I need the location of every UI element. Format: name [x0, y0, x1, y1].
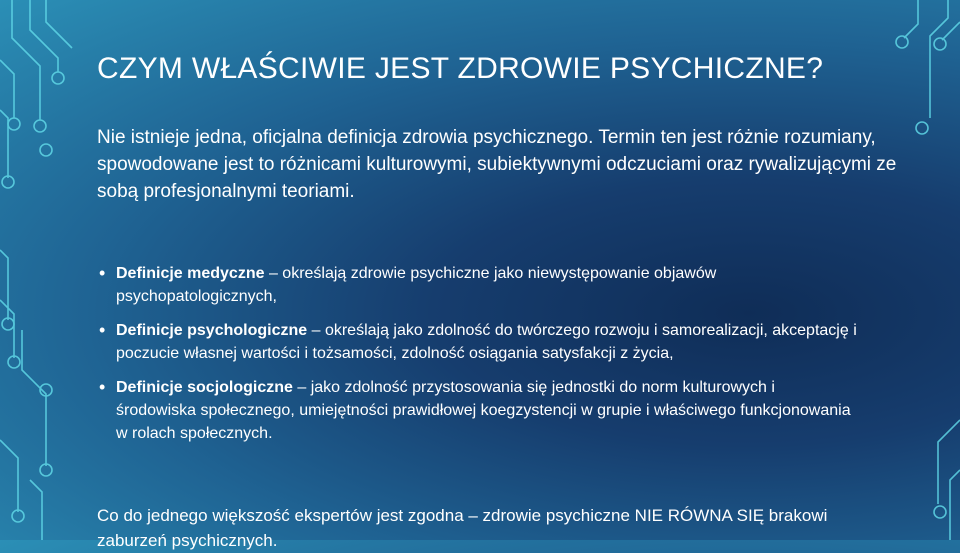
bullet-text: – określają zdrowie psychiczne jako niewystępowanie objawów psychopatologicznych, — [116, 265, 717, 305]
slide-title: CZYM WŁAŚCIWIE JEST ZDROWIE PSYCHICZNE? — [97, 52, 824, 85]
bullet-text: – określają jako zdolność do twórczego rozwoju i samorealizacji, akceptację i poczucie własnej wartości i tożsamości, zdolność osiągania satysfakcji z życia, — [116, 322, 857, 362]
list-item-sociological — [97, 376, 857, 445]
definitions-list — [97, 262, 857, 456]
left-circuit-lines — [0, 0, 72, 540]
bullet-term: Definicje medyczne — [116, 265, 265, 282]
bullet-icon: • — [99, 377, 106, 397]
right-circuit-lines — [904, 0, 960, 540]
intro-paragraph: Nie istnieje jedna, oficjalna definicja zdrowia psychicznego. Termin ten jest różnie rozumiany, spowodowane jest to różnicami kulturowymi, subiektywnymi odczuciami oraz rywalizującymi ze sobą profesjonalnymi teoriami. — [97, 127, 897, 202]
bullet-icon: • — [99, 320, 106, 340]
list-item-psychological — [97, 319, 857, 365]
left-circuit-nodes — [2, 72, 64, 522]
closing-paragraph: Co do jednego większość ekspertów jest zgodna – zdrowie psychiczne NIE RÓWNA SIĘ brakowi zaburzeń psychicznych. — [97, 506, 828, 550]
bullet-term: Definicje socjologiczne — [116, 379, 293, 396]
bullet-text: – jako zdolność przystosowania się jednostki do norm kulturowych i środowiska społecznego, umiejętności prawidłowej koegzystencji w grupie i właściwego funkcjonowania w rolach społecznych. — [116, 379, 851, 442]
list-item-medical — [97, 262, 857, 308]
bullet-icon: • — [99, 263, 106, 283]
bullet-term: Definicje psychologiczne — [116, 322, 308, 339]
